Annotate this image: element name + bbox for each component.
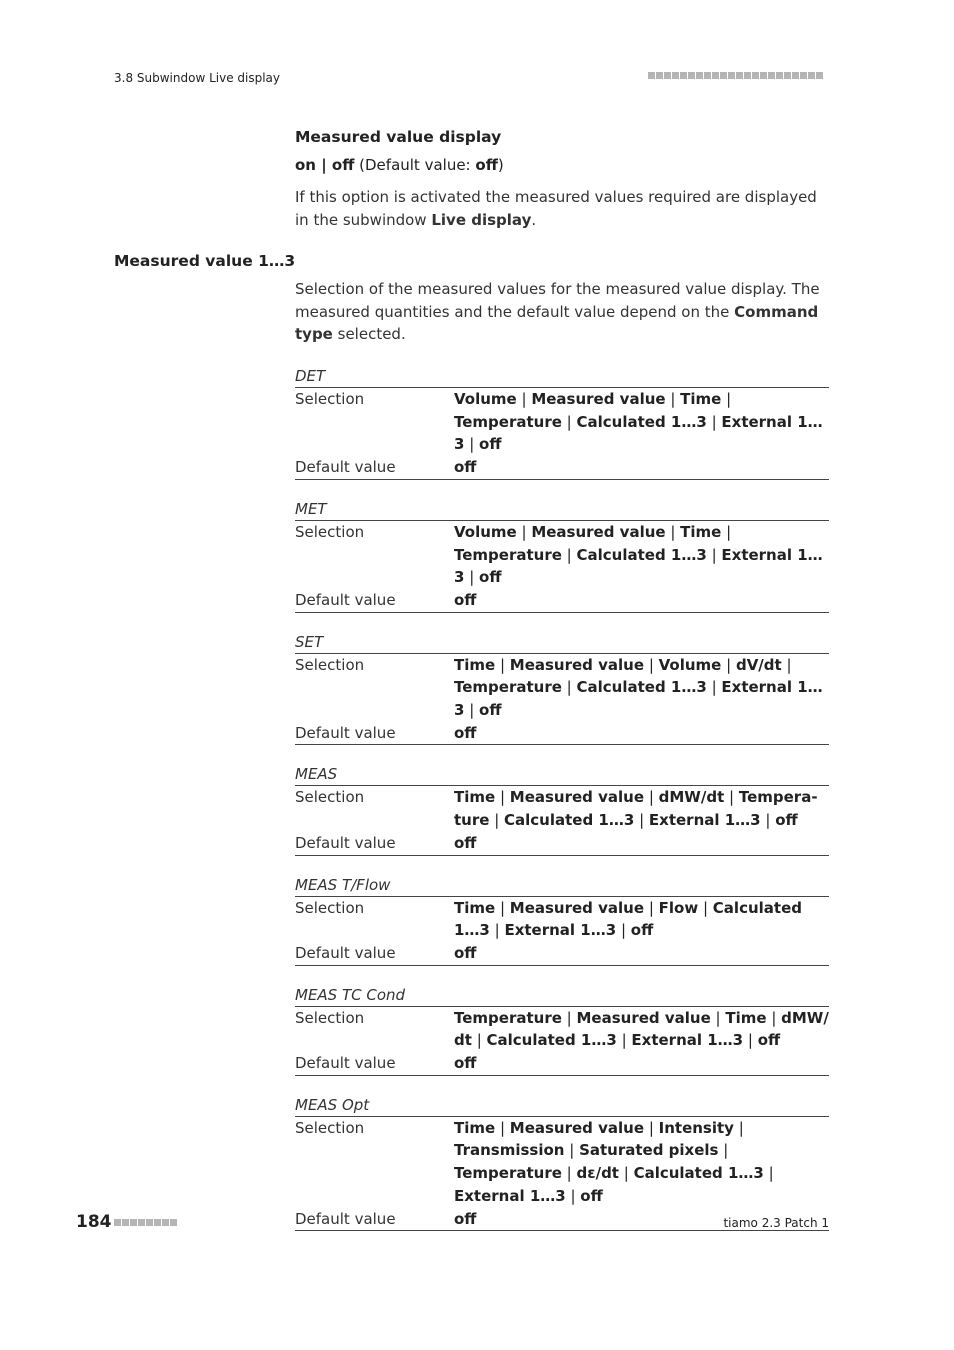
selection-row [295,786,829,831]
command-type-name: DET [295,367,326,385]
selection-option: Measured value [531,522,666,541]
selection-label: Selection [295,390,365,408]
measured-value-display-description [295,186,829,231]
selection-option: Time [680,390,722,408]
selection-row [295,388,829,456]
table-body [295,785,829,855]
desc-bold: Command type [295,302,819,343]
default-row [295,1052,829,1075]
running-header-section: 3.8 Subwindow Live display [114,71,281,85]
selection-option: Time [680,522,722,541]
desc-text: If this option is activated the measured values required are displayed in the subwindow [295,188,817,229]
default-value: off [454,723,477,742]
selection-option: Calculated 1…3 [504,811,635,830]
selection-option: Measured value [509,655,645,674]
selection-option: off [479,701,502,720]
selection-option: Calculated 1…3 [576,678,707,697]
selection-option: Temperature [454,1164,562,1183]
default-value: off [454,1054,477,1073]
selection-option: External 1…3 [454,545,823,587]
table-body [295,520,829,613]
selection-option: dMW/dt [658,788,725,807]
selection-label: Selection [295,655,365,674]
selection-values: Time | Measured value | Intensity | Transmission | Saturated pixels | Temperature | dε/dt | Calculated 1…3 | External 1…3 | off [454,1118,774,1205]
selection-option: off [630,921,654,940]
selection-option: Calculated 1…3 [576,545,707,564]
selection-option: Temperature [454,678,562,697]
selection-values: Volume | Measured value | Time | Temperature | Calculated 1…3 | External 1…3 | off [454,390,823,454]
selection-option: Calculated 1…3 [576,412,707,431]
default-label: Default value [295,590,396,609]
selection-option: Transmission [454,1141,565,1160]
default-value: off [454,943,477,962]
selection-option: External 1…3 [454,1186,566,1205]
selection-values: Time | Measured value | Flow | Calculated 1…3 | External 1…3 | off [454,898,802,940]
selection-option: Measured value [509,788,645,807]
selection-option: off [479,435,502,454]
desc-text-end: . [531,210,537,229]
selection-option: off [775,811,798,830]
footer-product: tiamo 2.3 Patch 1 [723,1216,829,1230]
selection-option: Volume [454,522,517,541]
selection-option: off [580,1186,603,1205]
selection-row [295,654,829,722]
page-number: 184 [76,1212,112,1232]
selection-option: Volume [658,655,722,674]
desc-bold: Live display [431,210,532,229]
selection-option: off [757,1031,781,1050]
selection-row [295,897,829,942]
header-dots-decoration [648,72,829,82]
selection-option: External 1…3 [631,1031,744,1050]
selection-option: Calculated 1…3 [454,898,802,940]
selection-option: Time [454,788,496,807]
selection-option: Temperature [454,545,562,564]
selection-option: Intensity [658,1118,734,1137]
command-type-name: MEAS T/Flow [295,875,391,894]
command-type-table [295,763,829,855]
option-on: on [295,156,316,174]
selection-option: Measured value [509,1118,645,1137]
default-row [295,722,829,745]
selection-option: Measured value [531,390,666,408]
selection-label: Selection [295,788,365,807]
default-label: Default value [295,1054,396,1073]
selection-option: Saturated pixels [579,1141,719,1160]
selection-label: Selection [295,522,365,541]
table-body [295,1116,829,1232]
default-label: Default value [295,723,396,742]
command-type-tables [295,365,829,1249]
command-type-table [295,1094,829,1232]
selection-option: Temperature [454,412,562,431]
measured-value-display-heading: Measured value display [295,128,502,146]
default-value: off [475,156,498,174]
default-label: Default value [295,833,396,852]
selection-values: Volume | Measured value | Time | Temperature | Calculated 1…3 | External 1…3 | off [454,522,823,587]
default-value: off [454,1209,477,1228]
command-type-table [295,365,829,480]
selection-option: Measured value [576,1008,711,1027]
selection-option: Calculated 1…3 [633,1164,764,1183]
default-row [295,456,829,479]
desc-text: Selection of the measured values for the measured value display. The measured quantities and the default value depend on the [295,280,820,321]
default-value: off [454,458,477,477]
selection-option: Temperature [454,1008,562,1027]
command-type-name: MEAS TC Cond [295,985,406,1004]
selection-option: dV/dt [735,655,782,674]
selection-option: Time [454,898,496,917]
selection-option: dε/dt [576,1164,619,1183]
command-type-name: SET [295,632,324,651]
command-type-table [295,498,829,613]
selection-option: Measured value [509,898,645,917]
selection-option: Calculated 1…3 [486,1031,617,1050]
default-value: off [454,590,477,609]
selection-label: Selection [295,1008,365,1027]
default-row [295,942,829,965]
measured-value-display-options [295,156,829,174]
selection-option: dMW/​dt [454,1008,829,1050]
selection-values: Time | Measured value | Volume | dV/dt | Temperature | Calculated 1…3 | External 1…3 | off [454,655,823,720]
command-type-name: MEAS Opt [295,1095,370,1114]
option-off: off [331,156,355,174]
table-body [295,653,829,746]
table-body [295,1006,829,1076]
default-prefix: (Default value: [354,156,476,174]
default-value: off [454,833,477,852]
selection-option: External 1…3 [454,412,823,454]
default-row [295,832,829,855]
default-row [295,589,829,612]
selection-label: Selection [295,898,365,917]
selection-values: Temperature | Measured value | Time | dMW/​dt | Calculated 1…3 | External 1…3 | off [454,1008,829,1050]
default-label: Default value [295,458,396,477]
default-label: Default value [295,1209,396,1228]
command-type-table [295,874,829,966]
selection-values: Time | Measured value | dMW/dt | Temperature | Calculated 1…3 | External 1…3 | off [454,788,818,830]
selection-option: External 1…3 [504,921,617,940]
selection-row [295,1117,829,1208]
selection-row [295,1007,829,1052]
table-body [295,896,829,966]
default-suffix: ) [497,156,504,174]
selection-option: Volume [454,390,517,408]
selection-option: External 1…3 [648,811,761,830]
measured-value-1-3-heading: Measured value 1…3 [114,252,296,270]
desc-text-end: selected. [332,325,406,343]
command-type-name: MET [295,499,327,518]
selection-option: off [479,568,502,587]
default-label: Default value [295,943,396,962]
selection-row [295,521,829,589]
command-type-table [295,984,829,1076]
selection-option: Time [725,1008,767,1027]
selection-label: Selection [295,1118,365,1137]
selection-option: Flow [658,898,699,917]
selection-option: Temperature [454,788,818,830]
selection-option: Time [454,655,496,674]
selection-option: Time [454,1118,496,1137]
command-type-table [295,631,829,746]
footer-dots-decoration [114,1219,177,1226]
table-body [295,387,829,480]
measured-value-1-3-description [295,278,829,346]
option-separator: | [315,156,332,174]
selection-option: External 1…3 [454,678,823,720]
command-type-name: MEAS [295,765,338,784]
